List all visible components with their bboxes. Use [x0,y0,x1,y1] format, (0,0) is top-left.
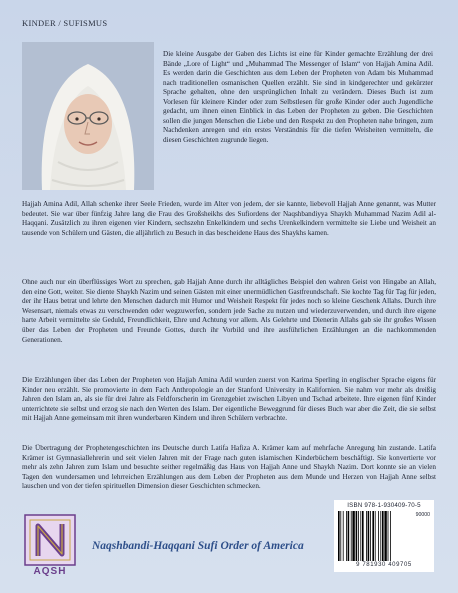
barcode [338,511,410,561]
paragraph-author: Hajjah Amina Adil, Allah schenke ihrer Seele Frieden, wurde im Alter von jedem, der sie kannte, liebevoll Hajjah Anne genannt, was Mutter bedeutet. Sie war über fünfzig Jahre lang die Frau des Großsheikhs des Sufiordens der Naqshbandiyya Shaykh Muhammad Nazim Adil al-Haqqani. Zusätzlich zu ihren eigenen vier Kindern, sechszehn Enkelkindern und sechs Urenkelkindern vermittelte sie Liebe und Weisheit an tausende von Schülern und Gästen, die alljährlich zu Besuch in das bescheidene Haus des Shaykhs kamen. [22,200,436,237]
category-label: KINDER / SUFISMUS [22,18,108,28]
barcode-digits: 9 781930 409705 [356,562,412,568]
publisher-name: Naqshbandi-Haqqani Sufi Order of America [92,540,304,552]
price-code: 90000 [415,512,430,518]
publisher-logo-text: AQSH [33,566,67,577]
intro-text: Die kleine Ausgabe der Gaben des Lichts ist eine für Kinder gemachte Erzählung der drei Bände „Lore of Light“ und „Muhammad The Messenger of Islam“ von Hajjah Amina Adil. Es werden darin die Geschichten aus dem Leben der Propheten von Adam bis Muhammad nach traditionellen osmanischen Quellen erzählt. Sie sind in kindgerechter und gekürzter Sprache gehalten, ohne den ursprünglichen Inhalt zu verändern. Dieses Buch ist zum Vorlesen für kleinere Kinder oder zum Selbstlesen für große Kinder oder auch Jugendliche gedacht, um ihnen einen Einblick in das Leben der Propheten zu geben. Die Geschichten sollen die jungen Menschen die Liebe und den Respekt zu den Propheten nahe bringen, zum Nachdenken anregen und ein erstes Verständnis für die tiefen Weisheiten vermitteln, die diesen Geschichten zugrunde liegen. [163,50,433,144]
paragraph-karima-sperling: Die Erzählungen über das Leben der Propheten von Hajjah Amina Adil wurden zuerst von Karima Sperling in englischer Sprache eigens für Kinder neu erzählt. Sie promovierte in dem Fach Anthropologie an der Stanford University in Kalifornien. Sie nahm vor mehr als dreißig Jahren den Islam an, als sie für drei Jahre als Feldforscherin im Grenzgebiet zwischen Libyen und Tschad arbeitete. Ihre eigenen fünf Kinder unterrichtete sie selbst und erzog sie nach den Werten des Islam. Der eigentliche Beweggrund für dieses Buch war aber die Zeit, die sie selbst mit Hajjah Anne gemeinsam mit ihren wunderbaren Kindern und ihren Schülern verbrachte. [22,376,436,423]
author-portrait [22,42,154,190]
publisher-logo [24,514,76,580]
paragraph-hajjah-anne: Ohne auch nur ein überflüssiges Wort zu sprechen, gab Hajjah Anne durch ihr alltägliches Beispiel den wahren Geist von Hingabe an Allah, den eine Gott, weiter. Sie diente Shaykh Nazim und seinen Gästen mit einer unermüdlichen Gastfreundschaft. Sie kochte Tag für Tag für jeden, der ihr Haus betrat und lehrte den Menschen dadurch mit Humor und Weisheit Respekt für jedes noch so kleine Geschenk Allahs. Durch ihre Wesensart, niemals etwas zu verschwenden oder wegzuwerfen, sondern jede Sache zu nutzen und wiederzuverwenden, und durch ihre eigene harte Arbeit vermittelte sie Geduld, Freundlichkeit, Ehre und Achtung vor allem. Als Gelehrte und Dienerin Allahs gab sie ihr großes Wissen über das Leben der Propheten und Freunde Gottes, durch ihr Vorbild und ihre ausführlichen Erzählungen an die nachkommenden Generationen. [22,278,436,344]
paragraph-translation: Die Übertragung der Prophetengeschichten ins Deutsche durch Latifa Hafiza A. Krämer kam auf mehrfache Anregung hin zustande. Latifa Krämer ist Gymnasiallehrerin und seit vielen Jahren mit der Frage nach guten islamischen Kinderbüchern beschäftigt. Sie konvertierte vor mehr als zehn Jahren zum Islam und besuchte seither regelmäßig das Haus von Hajjah Anne und Shaykh Nazim. Dort konnte sie an vielen Tagen den wundersamen und lehrreichen Erzählungen aus dem Leben der Propheten aus dem Munde und Herzen von Hajjah Anne selbst lauschen und von der tiefen spirituellen Dimension dieser Geschichten schmecken. [22,444,436,491]
barcode-box [334,500,434,572]
isbn-label: ISBN 978-1-930409-70-5 [347,502,421,509]
